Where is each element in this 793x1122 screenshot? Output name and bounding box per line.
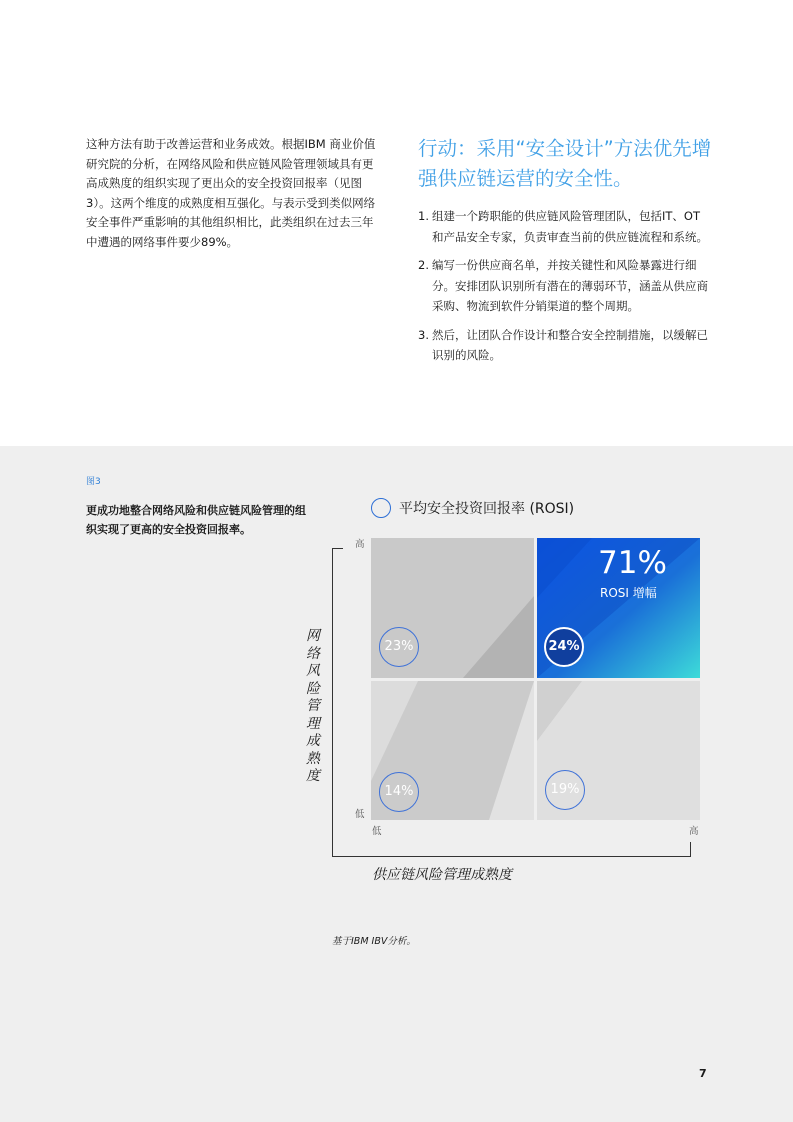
y-axis-bracket (332, 548, 343, 857)
legend-label: 平均安全投资回报率 (ROSI) (399, 501, 575, 517)
x-tick-low: 低 (372, 826, 382, 837)
page-number: 7 (699, 1067, 707, 1080)
quadrant-value-top-left: 23% (379, 627, 419, 667)
action-steps-list (418, 206, 708, 374)
quadrant-value-bottom-right: 19% (545, 770, 585, 810)
figure-title: 更成功地整合网络风险和供应链风险管理的组织实现了更高的安全投资回报率。 (86, 504, 306, 536)
action-heading: 行动：采用“安全设计”方法优先增强供应链运营的安全性。 (418, 137, 712, 190)
step-number: 3. (418, 327, 429, 342)
quadrant-value-bottom-left: 14% (379, 772, 419, 812)
intro-paragraph: 这种方法有助于改善运营和业务成效。根据IBM 商业价值研究院的分析，在网络风险和供应链风险管理领域具有更高成熟度的组织实现了更出众的安全投资回报率（见图3）。这两个维度的成熟度相互强化。与表示受到类似网络安全事件严重影响的其他组织相比，此类组织在过去三年中遭遇的网络事件要少89%。 (86, 137, 376, 249)
quadrant-top-left (371, 538, 534, 678)
x-axis-bracket (332, 842, 691, 857)
legend-circle-icon (371, 498, 391, 518)
highlight-label: ROSI 增幅 (600, 586, 657, 600)
y-tick-high: 高 (355, 539, 365, 550)
quadrant-value-top-right: 24% (544, 627, 584, 667)
x-axis-title: 供应链风险管理成熟度 (372, 867, 512, 883)
y-axis-title: 网络风险管理成熟度 (306, 628, 320, 784)
action-step (418, 255, 708, 317)
source-note: 基于IBM IBV分析。 (332, 936, 416, 947)
step-text: 然后，让团队合作设计和整合安全控制措施，以缓解已识别的风险。 (432, 327, 708, 362)
action-step (418, 325, 708, 366)
step-text: 组建一个跨职能的供应链风险管理团队，包括IT、OT 和产品安全专家，负责审查当前的供应链流程和系统。 (432, 209, 708, 244)
quadrant-bottom-right (537, 681, 700, 820)
step-number: 2. (418, 258, 429, 272)
step-text: 编写一份供应商名单，并按关键性和风险暴露进行细分。安排团队识别所有潜在的薄弱环节，涵盖从供应商采购、物流到软件分销渠道的整个周期。 (432, 258, 708, 313)
highlight-value: 71% (598, 545, 667, 581)
figure-label: 图3 (86, 477, 101, 487)
action-step (418, 206, 708, 247)
quadrant-bottom-left (371, 681, 534, 820)
step-number: 1. (418, 209, 429, 223)
x-tick-high: 高 (689, 826, 699, 837)
y-tick-low: 低 (355, 809, 365, 820)
